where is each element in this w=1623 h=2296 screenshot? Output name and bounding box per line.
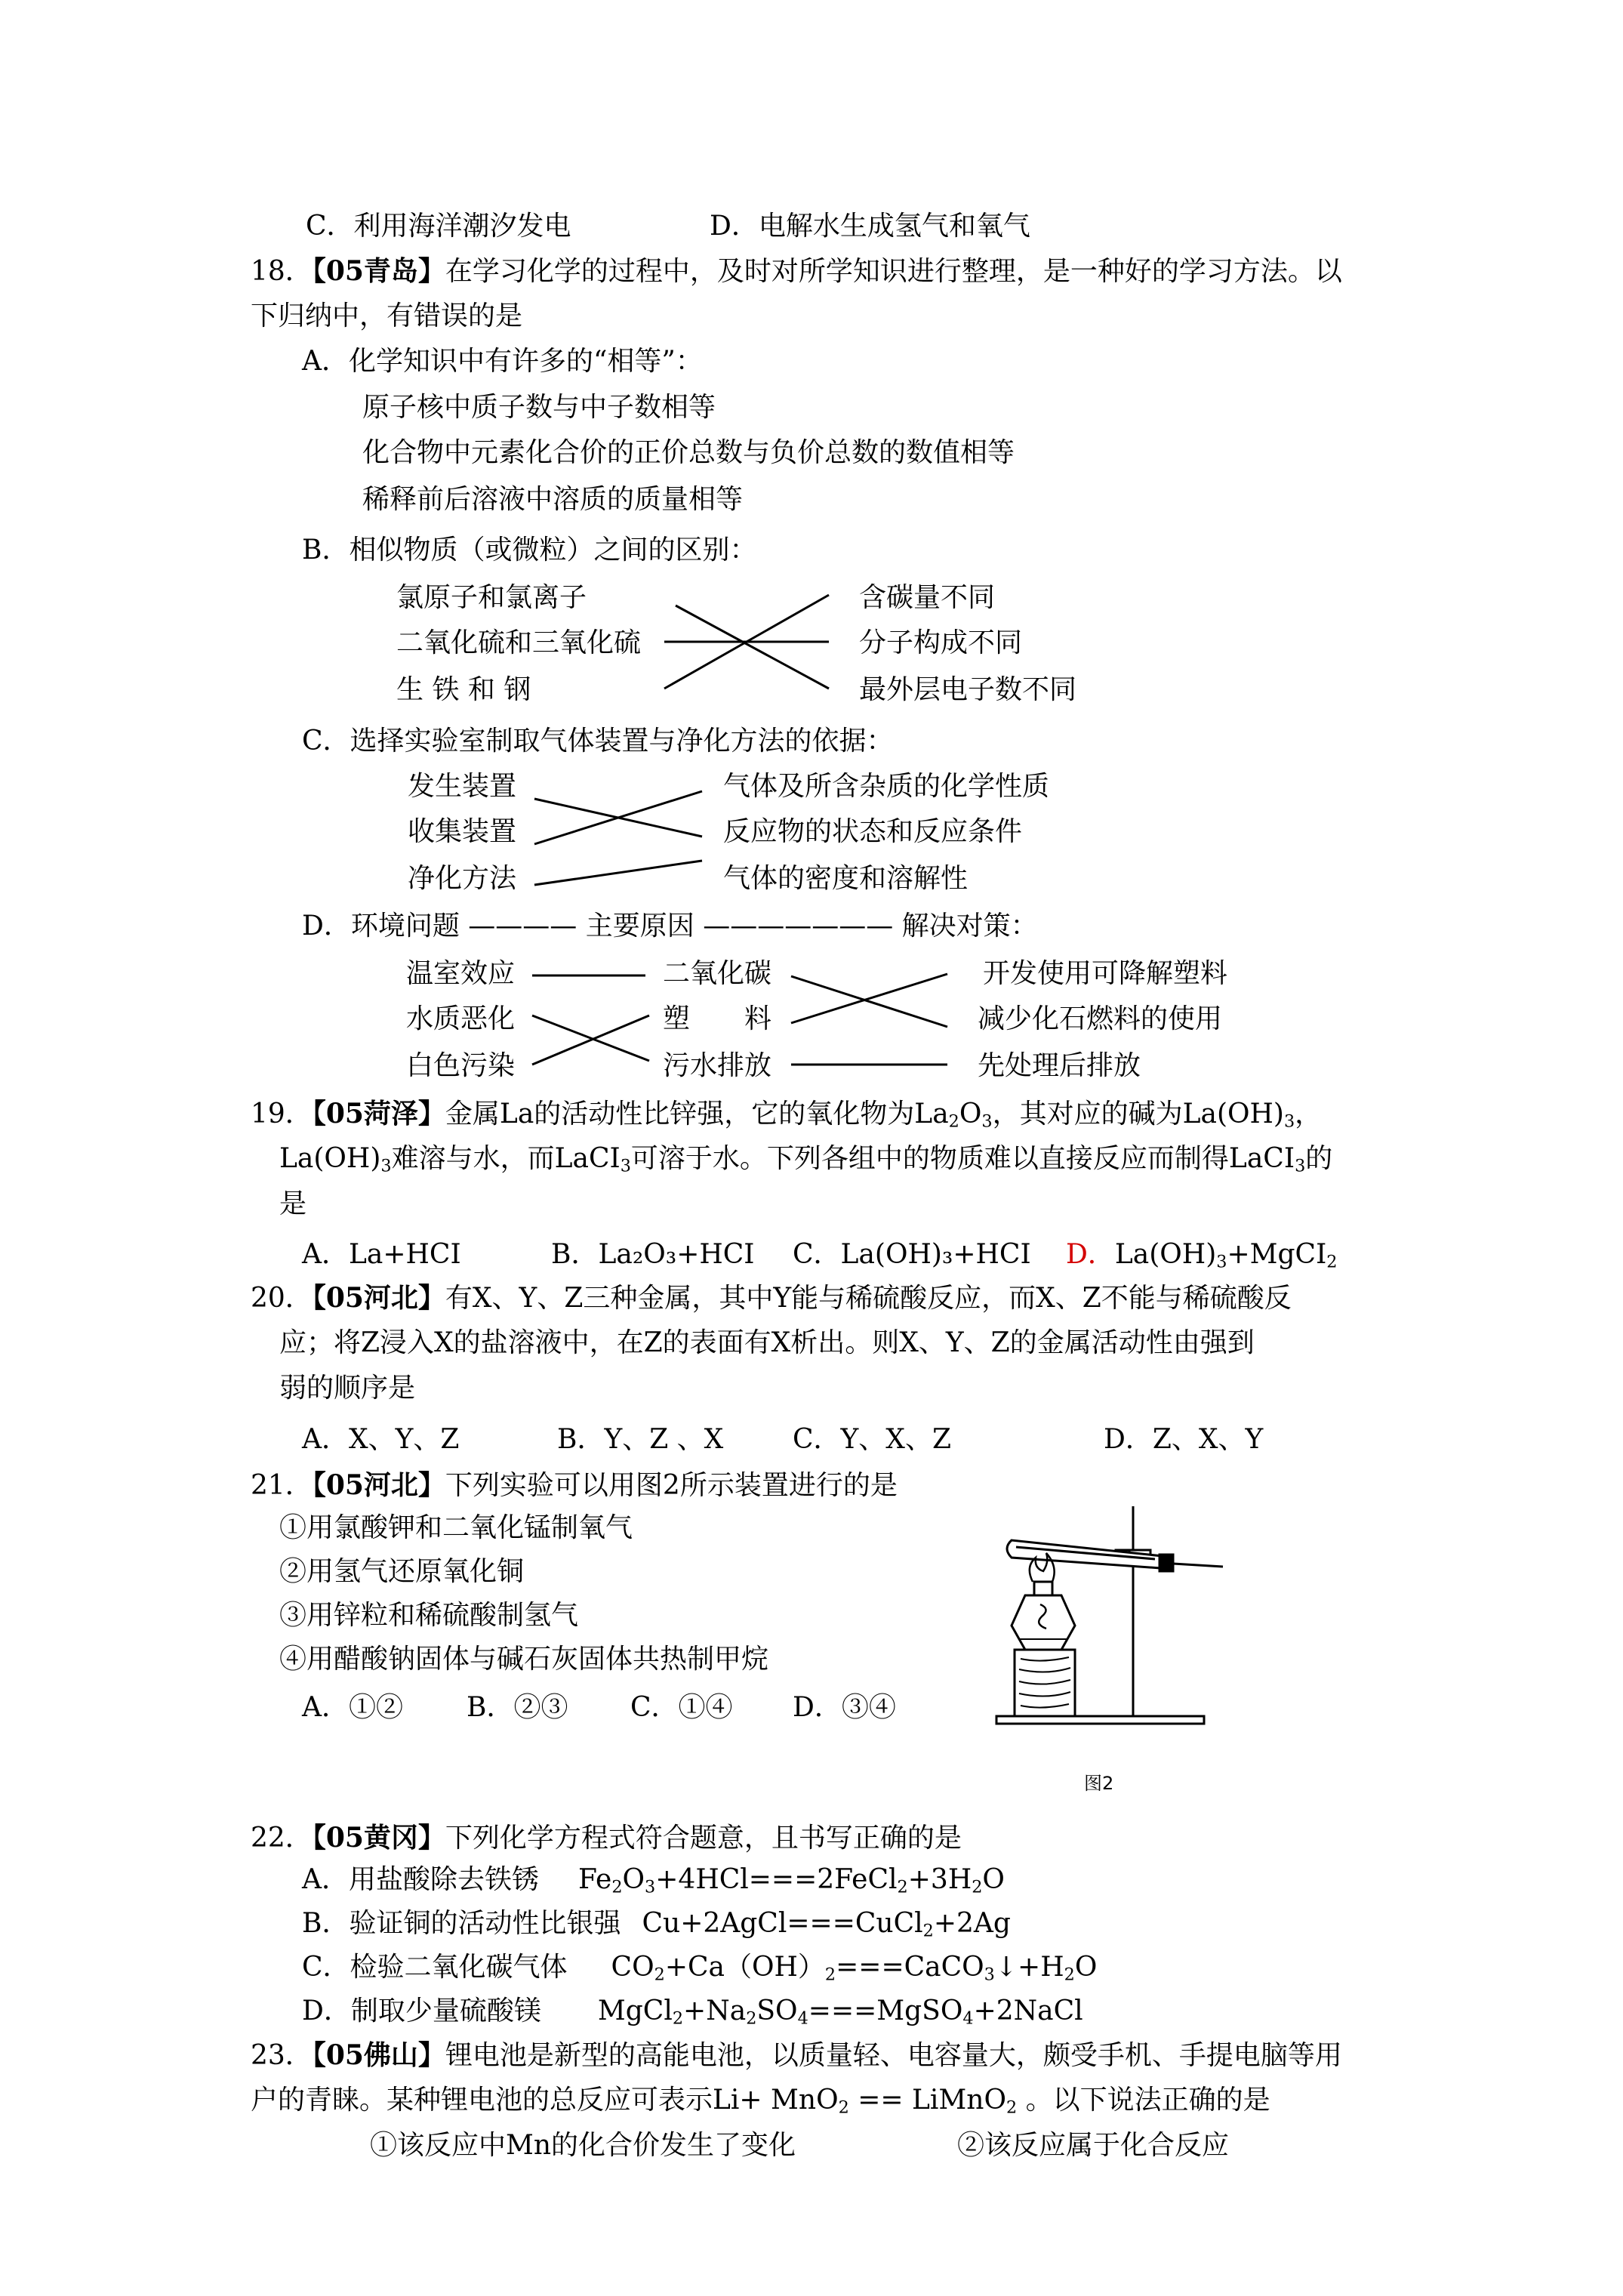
q19-option-a: A．La+HCI <box>302 1239 461 1270</box>
q23-source: 【05佛山】 <box>312 2039 445 2071</box>
q19-source: 【05菏泽】 <box>312 1098 445 1130</box>
q18-c-left: 净化方法 <box>408 863 517 894</box>
q19-number: 19． <box>251 1099 313 1130</box>
q22-stem-text: 下列化学方程式符合题意，且书写正确的是 <box>445 1823 962 1854</box>
q19-option-d: D．$La(OH)_3+MgCI_2$ <box>1066 1239 1338 1272</box>
q21-item: ②用氢气还原氧化铜 <box>279 1556 525 1587</box>
q22-option-a: A．用盐酸除去铁锈 $Fe_2O_3+4HCl===2FeCl_2+3H_2O$ <box>302 1864 1005 1897</box>
q20-option: C．Y、X、Z <box>793 1424 951 1455</box>
q18-c-link <box>534 791 702 844</box>
q23-statement-2: ②该反应属于化合反应 <box>957 2130 1230 2161</box>
figure-caption: 图2 <box>1084 1773 1114 1794</box>
q18-d-col2: 污水排放 <box>663 1050 772 1081</box>
q21-item: ③用锌粒和稀硫酸制氢气 <box>279 1600 579 1631</box>
q20-option: D．Z、X、Y <box>1104 1424 1264 1455</box>
q21-stem-text: 下列实验可以用图2所示装置进行的是 <box>445 1470 898 1501</box>
q18-b-link <box>676 606 829 689</box>
q21-option: D．③④ <box>793 1692 896 1723</box>
apparatus-figure <box>981 1499 1230 1740</box>
q20-option: A．X、Y、Z <box>302 1424 460 1455</box>
q18-d-col1: 温室效应 <box>406 958 516 989</box>
q18-d-link <box>791 976 947 1027</box>
q22-option-d: D．制取少量硫酸镁 $MgCl_2+Na_2SO_4===MgSO_4+2NaCl$ <box>302 1996 1083 2029</box>
q18-b-right: 分子构成不同 <box>859 627 1023 658</box>
q18-d-col3: 开发使用可降解塑料 <box>983 958 1228 989</box>
q20-option: B．Y、Z 、X <box>557 1424 724 1455</box>
q18-b-left: 生 铁 和 钢 <box>396 674 531 705</box>
q20-stem-line3: 弱的顺序是 <box>279 1373 416 1404</box>
q21-item: ①用氯酸钾和二氧化锰制氧气 <box>279 1512 633 1543</box>
q21-option: C．①④ <box>630 1692 733 1723</box>
q18-a-line: 原子核中质子数与中子数相等 <box>362 392 716 423</box>
q23-stem-line1 <box>251 2039 1342 2073</box>
q22-option-d-label: D．制取少量硫酸镁 <box>302 1996 541 2026</box>
q18-c-left: 收集装置 <box>408 816 517 847</box>
q18-c-right: 气体及所含杂质的化学性质 <box>723 771 1050 802</box>
q18-d-col1: 白色污染 <box>406 1050 516 1081</box>
q18-b-left: 氯原子和氯离子 <box>396 582 587 613</box>
q18-d-col2: 二氧化碳 <box>663 958 772 989</box>
q20-stem-line1 <box>251 1281 1292 1315</box>
q19-stem-line3: 是 <box>279 1188 307 1219</box>
q19-option-b: B．La₂O₃+HCI <box>551 1239 755 1270</box>
q22-stem <box>251 1821 962 1855</box>
q18-b-right: 最外层电子数不同 <box>859 674 1077 705</box>
q23-number: 23． <box>251 2040 313 2071</box>
q23-stem-line2: 户的青睐。某种锂电池的总反应可表示Li+ MnO$_2$ == LiMnO$_2$ 。以下说法正确的是 <box>251 2085 1270 2118</box>
q18-c-title: C．选择实验室制取气体装置与净化方法的依据： <box>302 726 894 757</box>
q23-stem: 锂电池是新型的高能电池，以质量轻、电容量大，颇受手机、手提电脑等用 <box>445 2040 1342 2071</box>
q19-stem-line1: 19．【05菏泽】金属La的活动性比锌强，它的氧化物为$La_2O_3$，其对应的碱为$La(OH)_3$， <box>251 1098 1323 1132</box>
q18-c-right: 气体的密度和溶解性 <box>723 863 969 894</box>
q17-option-d: D．电解水生成氢气和氧气 <box>710 211 1030 242</box>
q18-number: 18． <box>251 256 313 287</box>
q21-option: B．②③ <box>467 1692 568 1723</box>
q18-a-line: 稀释前后溶液中溶质的质量相等 <box>362 484 744 515</box>
q18-d-title: D．环境问题 ———— 主要原因 ——————— 解决对策： <box>302 911 1038 942</box>
q19-answer-letter: D． <box>1066 1239 1115 1270</box>
q18-c-right: 反应物的状态和反应条件 <box>723 816 1023 847</box>
q17-option-c: C．利用海洋潮汐发电 <box>306 211 571 242</box>
q21-number: 21． <box>251 1470 313 1501</box>
q18-source: 【05青岛】 <box>312 255 445 287</box>
q21-stem <box>251 1469 898 1502</box>
q19-option-c: C．La(OH)₃+HCI <box>793 1239 1031 1270</box>
q23-statement-1: ①该反应中Mn的化合价发生了变化 <box>370 2130 796 2161</box>
q22-option-a-label: A．用盐酸除去铁锈 <box>302 1864 539 1895</box>
q22-option-c: C．检验二氧化碳气体 $CO_2+Ca(OH)_2===CaCO_3↓+H_2O$ <box>302 1952 1098 1985</box>
q22-option-b: B．验证铜的活动性比银强 Cu+2AgCl===CuCl$_2$+2Ag <box>302 1908 1011 1941</box>
q21-option: A．①② <box>302 1692 403 1723</box>
q18-d-col1: 水质恶化 <box>406 1003 516 1034</box>
q18-a-line: 化合物中元素化合价的正价总数与负价总数的数值相等 <box>362 437 1015 468</box>
q18-b-right: 含碳量不同 <box>859 582 996 613</box>
q22-option-b-label: B．验证铜的活动性比银强 <box>302 1908 621 1939</box>
q21-item: ④用醋酸钠固体与碱石灰固体共热制甲烷 <box>279 1644 769 1675</box>
q20-stem: 有X、Y、Z三种金属，其中Y能与稀硫酸反应，而X、Z不能与稀硫酸反 <box>445 1283 1292 1314</box>
q19-stem-line2: $La(OH)_3$难溶与水，而LaCI$_3$可溶于水。下列各组中的物质难以直接反应而制得LaCI$_3$的 <box>279 1143 1333 1176</box>
q18-b-title: B．相似物质（或微粒）之间的区别： <box>302 535 757 566</box>
q18-c-link <box>534 861 702 885</box>
q18-stem-line2: 下归纳中，有错误的是 <box>251 300 523 331</box>
q18-d-col3: 先处理后排放 <box>978 1050 1141 1081</box>
q20-stem-line2: 应；将Z浸入X的盐溶液中，在Z的表面有X析出。则X、Y、Z的金属活动性由强到 <box>279 1327 1255 1358</box>
q22-number: 22． <box>251 1823 313 1854</box>
q18-a-title: A．化学知识中有许多的“相等”： <box>302 346 703 377</box>
q20-number: 20． <box>251 1283 313 1314</box>
q22-source: 【05黄冈】 <box>312 1822 445 1854</box>
q18-d-col3: 减少化石燃料的使用 <box>978 1003 1223 1034</box>
q18-stem: 在学习化学的过程中，及时对所学知识进行整理，是一种好的学习方法。以 <box>445 256 1342 287</box>
q21-source: 【05河北】 <box>312 1469 445 1501</box>
q18-b-left: 二氧化硫和三氧化硫 <box>396 627 642 658</box>
q18-d-link <box>791 974 947 1023</box>
q18-c-left: 发生装置 <box>408 771 517 802</box>
q22-option-c-label: C．检验二氧化碳气体 <box>302 1952 568 1983</box>
q18-d-col2: 塑 料 <box>663 1003 772 1034</box>
q20-source: 【05河北】 <box>312 1282 445 1314</box>
